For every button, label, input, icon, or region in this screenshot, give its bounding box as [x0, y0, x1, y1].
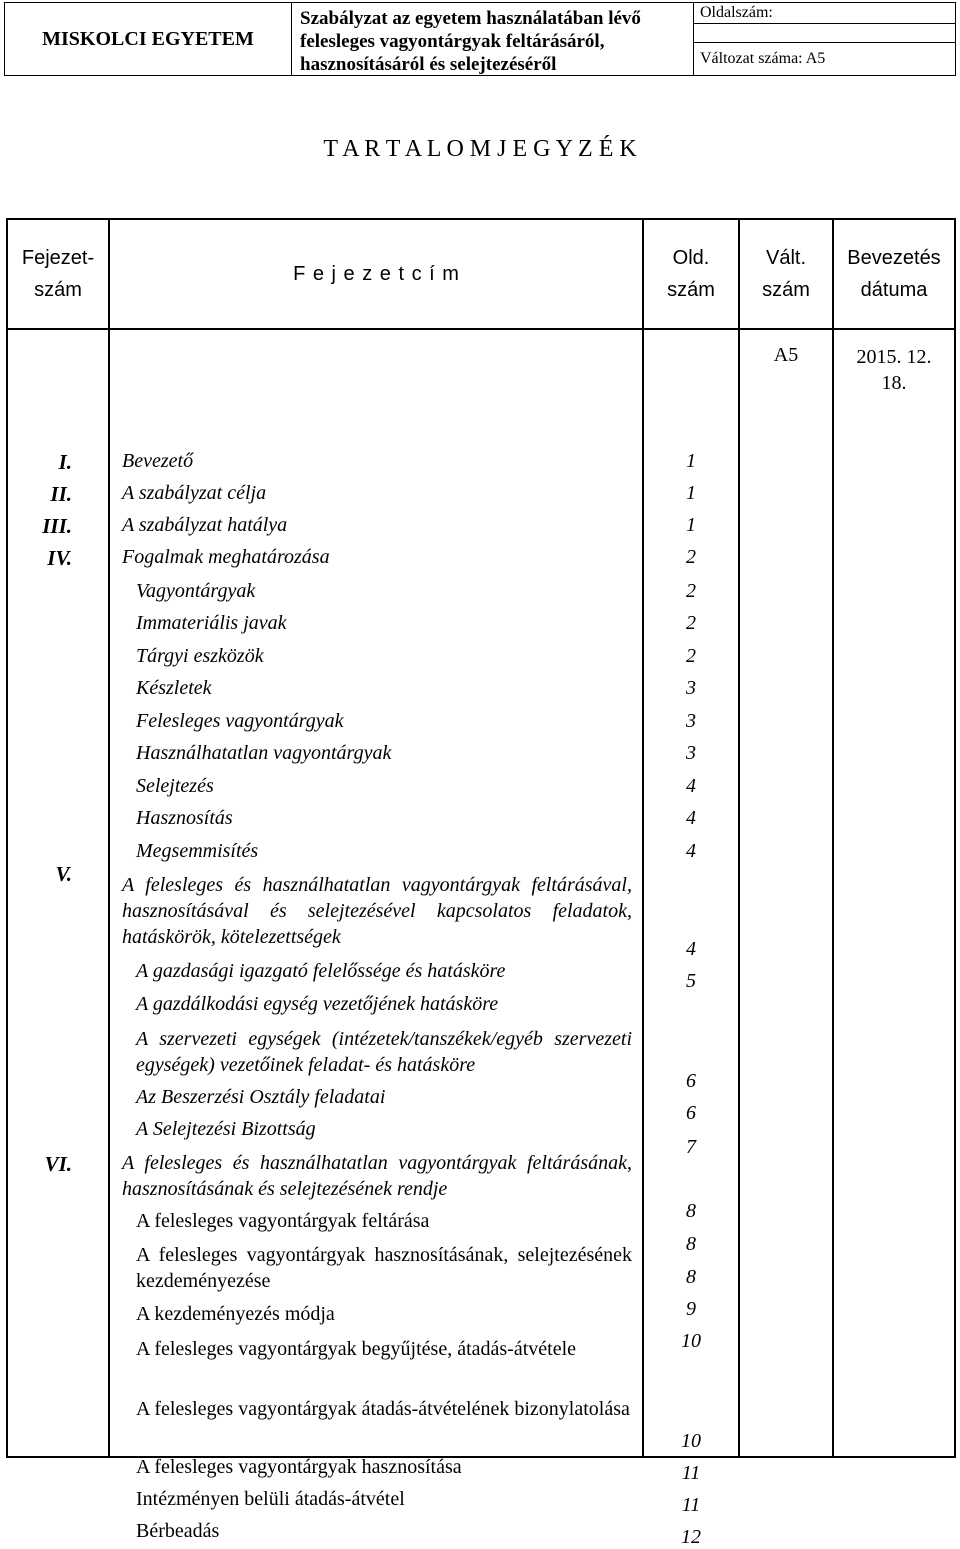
- chapter-number: III.: [42, 514, 72, 538]
- page-number: 10: [681, 1430, 701, 1452]
- page-number: 4: [686, 807, 696, 829]
- page-number: 11: [681, 1462, 701, 1484]
- page-number: 12: [681, 1526, 701, 1548]
- chapter-number: IV.: [47, 546, 72, 570]
- regulation-title-line: Szabályzat az egyetem használatában lévő: [300, 8, 641, 29]
- page-number: 4: [686, 938, 696, 960]
- chapter-number: VI.: [44, 1152, 72, 1176]
- page-number: 1: [686, 514, 696, 536]
- page-number: 3: [686, 677, 696, 699]
- page-number: 11: [681, 1494, 701, 1516]
- col-header-intro-date: Bevezetés dátuma: [833, 219, 955, 329]
- toc-subentry: Használhatatlan vagyontárgyak: [136, 742, 392, 764]
- toc-subentry: A felesleges vagyontárgyak hasznosítása: [136, 1456, 462, 1478]
- page-number: 2: [686, 580, 696, 602]
- version-value: A5: [773, 344, 799, 366]
- document-header: [0, 0, 960, 78]
- toc-subentry: A gazdálkodási egység vezetőjének hatásköre: [136, 993, 499, 1015]
- page-number: 6: [686, 1070, 696, 1092]
- toc-subentry: A felesleges vagyontárgyak begyűjtése, átadás-átvétele: [136, 1338, 577, 1360]
- page-number: 3: [686, 710, 696, 732]
- institution-name: MISKOLCI EGYETEM: [4, 2, 292, 76]
- col-header-version: Vált. szám: [739, 219, 833, 329]
- page-number-column: [643, 329, 739, 1548]
- toc-subentry: Az Beszerzési Osztály feladatai: [136, 1086, 386, 1108]
- page-number: 7: [686, 1136, 696, 1158]
- intro-date-line: 2015. 12.: [856, 346, 932, 368]
- regulation-title: [291, 2, 694, 76]
- page-number-label: Oldalszám:: [693, 2, 956, 24]
- intro-date-column: [833, 329, 955, 1457]
- page-number: 2: [686, 612, 696, 634]
- toc-subentry: A felesleges vagyontárgyak átadás-átvételének bizonylatolása: [136, 1398, 630, 1420]
- toc-entry: Fogalmak meghatározása: [122, 546, 330, 568]
- page-number: 1: [686, 482, 696, 504]
- toc-entry: Bevezető: [122, 450, 194, 472]
- intro-date-line: 18.: [881, 372, 907, 394]
- page-number: 4: [686, 840, 696, 862]
- version-column: [739, 329, 833, 1457]
- col-header-page: Old. szám: [643, 219, 739, 329]
- header-blank-cell: [693, 23, 956, 43]
- toc-subentry: A felesleges vagyontárgyak hasznosításának, selejtezésének kezdeményezése: [136, 1244, 632, 1292]
- toc-subentry: A kezdeményezés módja: [136, 1303, 335, 1325]
- page-number: 9: [686, 1298, 696, 1320]
- version-label: Változat száma: A5: [693, 42, 956, 76]
- toc-subentry: Megsemmisítés: [136, 840, 259, 862]
- toc-subentry: Immateriális javak: [136, 612, 287, 634]
- toc-subentry: Felesleges vagyontárgyak: [136, 710, 344, 732]
- chapter-number: II.: [50, 482, 72, 506]
- toc-entry: A felesleges és használhatatlan vagyontárgyak feltárásával, hasznosításával és selejtezésével kapcsolatos feladatok, hatáskörök, kötelezettségek: [122, 874, 632, 948]
- page-number: 8: [686, 1200, 696, 1222]
- toc-subentry: Intézményen belüli átadás-átvétel: [136, 1488, 405, 1510]
- toc-subentry: Vagyontárgyak: [136, 580, 256, 602]
- page-number: 6: [686, 1102, 696, 1124]
- intro-date-value: [834, 344, 954, 396]
- col-header-chapter-title: F e j e z e t c í m: [109, 219, 643, 329]
- toc-subentry: A felesleges vagyontárgyak feltárása: [136, 1210, 430, 1232]
- toc-subentry: Tárgyi eszközök: [136, 645, 264, 667]
- toc-subentry: A gazdasági igazgató felelőssége és hatásköre: [136, 960, 506, 982]
- page-number: 2: [686, 645, 696, 667]
- page-number: 5: [686, 970, 696, 992]
- page-number: 1: [686, 450, 696, 472]
- toc-subentry: Hasznosítás: [136, 807, 233, 829]
- toc-header-row: [7, 219, 955, 329]
- chapter-number: I.: [58, 450, 72, 474]
- page-number: 10: [681, 1330, 701, 1352]
- toc-subentry: Bérbeadás: [136, 1520, 220, 1542]
- page-number: 3: [686, 742, 696, 764]
- page-number: 2: [686, 546, 696, 568]
- toc-subentry: Készletek: [136, 677, 212, 699]
- chapter-number: V.: [55, 862, 72, 886]
- toc-entry: A szabályzat célja: [122, 482, 267, 504]
- chapter-title-column: [109, 329, 643, 1542]
- toc-body-row: [7, 329, 955, 1457]
- toc-entry: A felesleges és használhatatlan vagyontárgyak feltárásának, hasznosításának és selejtezésének rendje: [122, 1152, 632, 1200]
- page-number: 8: [686, 1233, 696, 1255]
- toc-title: T A R T A L O M J E G Y Z É K: [323, 136, 637, 162]
- toc-table: [6, 218, 956, 1548]
- toc-subentry: Selejtezés: [136, 775, 214, 797]
- page-number: 4: [686, 775, 696, 797]
- regulation-title-line: hasznosításáról és selejtezéséről: [300, 54, 557, 75]
- regulation-title-line: felesleges vagyontárgyak feltárásáról,: [300, 31, 605, 52]
- col-header-chapter-number: Fejezet- szám: [7, 219, 109, 329]
- toc-subentry: A szervezeti egységek (intézetek/tanszékek/egyéb szervezeti egységek) vezetőinek feladat- és hatásköre: [136, 1028, 632, 1076]
- toc-subentry: A Selejtezési Bizottság: [136, 1118, 316, 1140]
- chapter-number-column: [7, 329, 109, 1457]
- toc-entry: A szabályzat hatálya: [122, 514, 288, 536]
- page-number: 8: [686, 1266, 696, 1288]
